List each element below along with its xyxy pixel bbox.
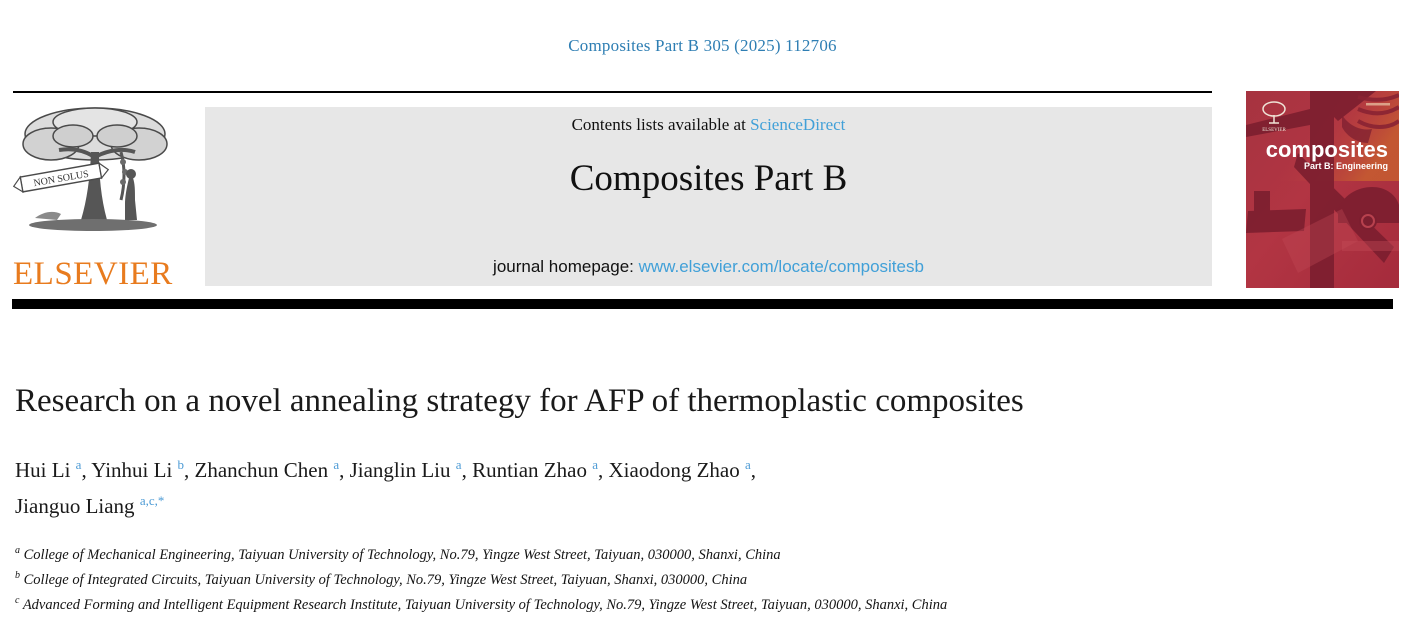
journal-cover-thumbnail[interactable] [1246, 91, 1399, 288]
article-title: Research on a novel annealing strategy for AFP of thermoplastic composites [15, 383, 1024, 419]
svg-text:ELSEVIER: ELSEVIER [1262, 128, 1286, 133]
sciencedirect-link[interactable]: ScienceDirect [750, 115, 846, 134]
author-superscript: a,c,* [139, 493, 165, 508]
header-divider-bar [12, 299, 1393, 309]
non-solus-motto: NON SOLUS [32, 168, 90, 190]
contents-lists-line [205, 115, 1212, 135]
journal-header-box [205, 107, 1212, 286]
elsevier-logo[interactable] [13, 100, 191, 293]
elsevier-wordmark: ELSEVIER [13, 256, 173, 292]
author: Hui Li $^a$, [15, 457, 92, 482]
author-superscript: a [75, 457, 82, 472]
journal-homepage-label: journal homepage: [493, 257, 639, 276]
affiliation-line: $^a$ College of Mechanical Engineering, Taiyuan University of Technology, No.79, Yingze West Street, Taiyuan, 030000, Shanxi, China [15, 545, 781, 563]
affiliation-superscript: a [15, 545, 20, 557]
elsevier-tree-icon [13, 100, 175, 248]
affiliation-superscript: c [15, 595, 20, 607]
journal-title: Composites Part B [569, 158, 848, 199]
affiliation-line: $^c$ Advanced Forming and Intelligent Equipment Research Institute, Taiyuan University of Technology, No.79, Yingze West Street, Taiyuan, 030000, Shanxi, China [15, 595, 948, 613]
affiliation-superscript: b [15, 570, 20, 582]
cover-issn-strip [1366, 103, 1390, 106]
affiliation-line: $^b$ College of Integrated Circuits, Taiyuan University of Technology, No.79, Yingze West Street, Taiyuan, Shanxi, 030000, China [15, 570, 748, 588]
author: Jianglin Liu $^a$, [349, 457, 473, 482]
header-top-rule [13, 91, 1212, 93]
author-superscript: a [592, 457, 598, 472]
cover-title: composites [1265, 137, 1388, 162]
author-superscript: a [744, 457, 751, 472]
journal-homepage-line [205, 257, 1212, 277]
journal-homepage-link[interactable]: www.elsevier.com/locate/compositesb [638, 257, 924, 276]
author-superscript: b [177, 457, 185, 472]
journal-citation: Composites Part B 305 (2025) 112706 [568, 36, 837, 55]
author: Xiaodong Zhao $^a$, [608, 457, 757, 482]
contents-lists-text: Contents lists available at [571, 115, 751, 134]
author: Yinhui Li $^b$, [91, 457, 195, 482]
cover-subtitle: Part B: Engineering [1303, 161, 1388, 171]
author: Runtian Zhao $^a$, [472, 457, 609, 482]
author-superscript: a [333, 457, 340, 472]
author: Jianguo Liang $^{a,c,*}$ [15, 493, 165, 518]
affiliation-list [15, 543, 1385, 618]
author: Zhanchun Chen $^a$, [194, 457, 350, 482]
author-list [15, 452, 1165, 524]
author-superscript: a [455, 457, 462, 472]
